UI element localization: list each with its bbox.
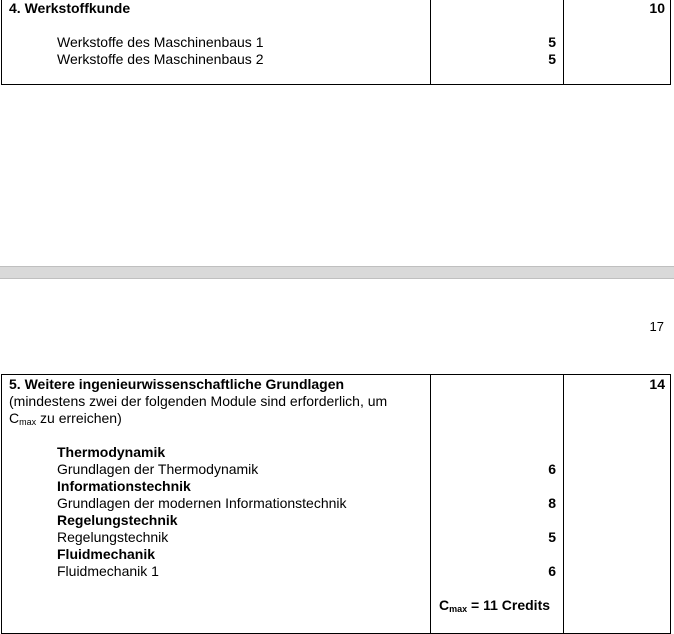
column-divider: [563, 375, 564, 633]
module-name: Grundlagen der modernen Informationstechnik: [57, 495, 347, 511]
page-number: 17: [649, 319, 664, 334]
module-credits: 6: [548, 461, 556, 477]
module-name: Grundlagen der Thermodynamik: [57, 461, 259, 477]
module-credits: 5: [548, 51, 556, 67]
note-rest: zu erreichen): [36, 410, 122, 426]
cmax-subscript: max: [19, 417, 37, 427]
module-credits: 8: [548, 495, 556, 511]
group-heading: Regelungstechnik: [57, 512, 178, 528]
cmax-subscript: max: [449, 604, 468, 614]
cmax-letter: C: [439, 597, 450, 613]
cmax-letter: C: [9, 410, 20, 426]
section-5-total: 14: [649, 376, 665, 392]
module-credits: 5: [548, 529, 556, 545]
section-5-note: (mindestens zwei der folgenden Module sind erforderlich, um: [9, 393, 388, 409]
cmax-value: = 11 Credits: [467, 597, 551, 613]
section-5-note-cmax: [9, 410, 122, 427]
module-name: Werkstoffe des Maschinenbaus 1: [57, 34, 264, 50]
section-4-title: 4. Werkstoffkunde: [9, 0, 131, 16]
module-name: Fluidmechanik 1: [57, 563, 159, 579]
module-credits: 6: [548, 563, 556, 579]
column-divider: [563, 0, 564, 84]
module-credits: 5: [548, 34, 556, 50]
group-heading: Thermodynamik: [57, 444, 166, 460]
cmax-summary: [439, 597, 550, 614]
group-heading: Fluidmechanik: [57, 546, 156, 562]
section-4-table: [1, 0, 671, 85]
page-break-separator: [0, 266, 674, 279]
section-5-table: [1, 374, 671, 634]
column-divider: [430, 375, 431, 633]
module-name: Regelungstechnik: [57, 529, 169, 545]
column-divider: [430, 0, 431, 84]
section-4-total: 10: [649, 0, 665, 16]
section-5-title: 5. Weitere ingenieurwissenschaftliche Grundlagen: [9, 376, 345, 392]
module-name: Werkstoffe des Maschinenbaus 2: [57, 51, 264, 67]
group-heading: Informationstechnik: [57, 478, 191, 494]
